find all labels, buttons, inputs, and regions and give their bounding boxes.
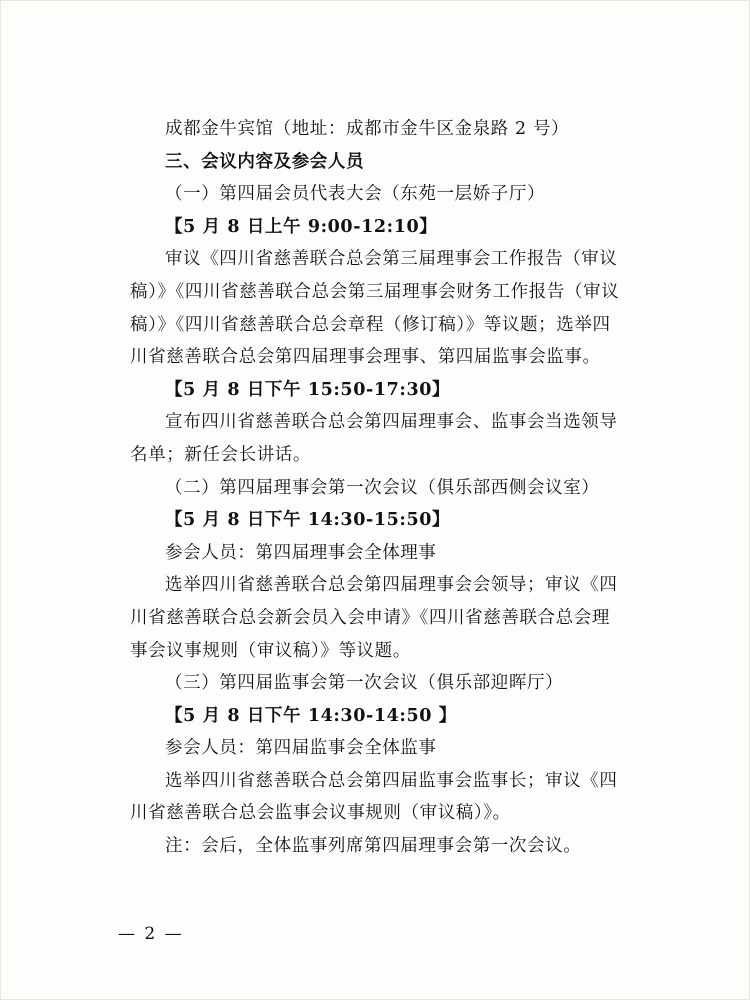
agenda-paragraph-3: 选举四川省慈善联合总会第四届理事会会领导；审议《四川省慈善联合总会新会员入会申请》《四川省慈善联合总会理事会议事规则（审议稿）》等议题。	[130, 575, 618, 661]
subsection-3-title: （三）第四届监事会第一次会议（俱乐部迎晖厅）	[165, 673, 564, 694]
agenda-paragraph-2: 宣布四川省慈善联合总会第四届理事会、监事会当选领导名单；新任会长讲话。	[130, 412, 618, 465]
attendees-line-2: 参会人员：第四届监事会全体监事	[165, 738, 437, 759]
agenda-paragraph-4: 选举四川省慈善联合总会第四届监事会监事长；审议《四川省慈善联合总会监事会议事规则（审议稿）》。	[130, 770, 618, 824]
time-slot-3: 【5 月 8 日下午 14:30-15:50】	[165, 510, 451, 531]
time-slot-2: 【5 月 8 日下午 15:50-17:30】	[165, 379, 451, 400]
note-line: 注：会后，全体监事列席第四届理事会第一次会议。	[165, 836, 582, 857]
subsection-2-title: （二）第四届理事会第一次会议（俱乐部西侧会议室）	[165, 477, 600, 498]
subsection-1-title: （一）第四届会员代表大会（东苑一层娇子厅）	[165, 184, 546, 205]
time-slot-1: 【5 月 8 日上午 9:00-12:10】	[165, 216, 438, 237]
agenda-paragraph-1: 审议《四川省慈善联合总会第三届理事会工作报告（审议稿）》《四川省慈善联合总会第三届理事会财务工作报告（审议稿）》《四川省慈善联合总会章程（修订稿）》等议题；选举四川省慈善联合总会第四届理事会理事、第四届监事会监事。	[130, 249, 620, 368]
section-heading-3: 三、会议内容及参会人员	[165, 151, 365, 172]
page-number: — 2 —	[118, 924, 184, 944]
document-body	[130, 113, 620, 863]
venue-address-line: 成都金牛宾馆（地址：成都市金牛区金泉路 2 号）	[165, 119, 570, 139]
time-slot-4: 【5 月 8 日下午 14:30-14:50 】	[165, 705, 457, 726]
attendees-line-1: 参会人员：第四届理事会全体理事	[165, 542, 437, 563]
